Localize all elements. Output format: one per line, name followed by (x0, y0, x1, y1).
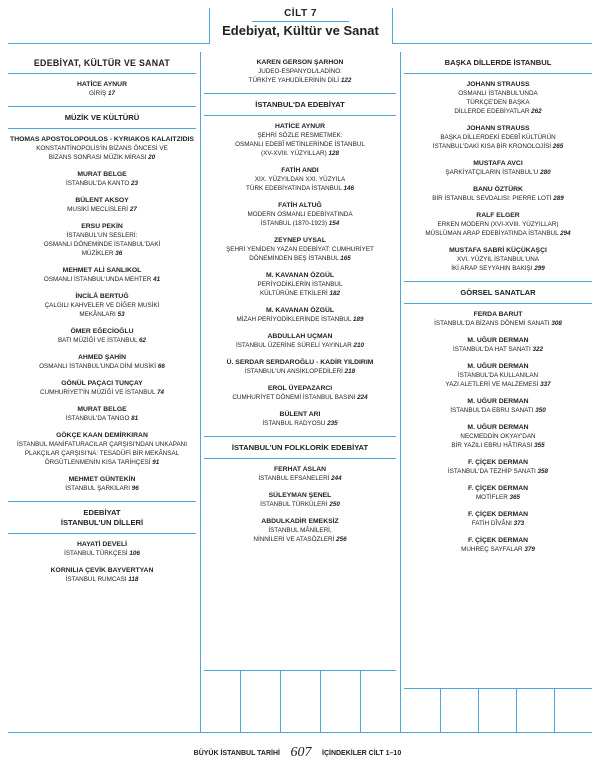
toc-author: EROL ÜYEPAZARCI (267, 385, 333, 392)
toc-page-number: 322 (532, 346, 543, 353)
footer-section-label: İÇİNDEKİLER CİLT 1–10 (322, 750, 402, 757)
toc-entry (404, 336, 592, 354)
toc-title-line: MOTİFLER 365 (475, 494, 521, 501)
toc-title-line: ÖRGÜTLENMENİN KISA TARİHÇESİ 91 (44, 459, 160, 466)
toc-title-line: ŞARKİYATÇILARIN İSTANBUL'U 280 (445, 169, 551, 176)
toc-author: F. ÇİÇEK DERMAN (467, 485, 529, 492)
toc-page-number: 262 (531, 108, 542, 115)
col2-grid-v1 (240, 670, 241, 732)
section-heading: EDEBİYAT, KÜLTÜR VE SANAT (33, 58, 171, 68)
footer-series-title: BÜYÜK İSTANBUL TARİHİ (193, 750, 280, 757)
toc-title-line: MÜSLÜMAN ARAP EDEBİYATINDA İSTANBUL 294 (425, 230, 571, 237)
toc-entry (204, 410, 396, 428)
toc-author: HATİCE AYNUR (77, 81, 127, 88)
toc-title-line: İSTANBUL EFSANELERİ 244 (258, 475, 342, 482)
toc-entry (204, 271, 396, 298)
toc-title-line: NİNNİLERİ VE ATASÖZLERİ 256 (253, 536, 347, 543)
toc-title-line: TÜRK EDEBİYATINDA İSTANBUL 146 (246, 185, 354, 192)
toc-page-number: 358 (537, 468, 549, 475)
toc-page-number: 250 (329, 501, 340, 508)
toc-author: M. UĞUR DERMAN (467, 398, 529, 405)
toc-title-line: İSTANBUL'DAKİ KISA BİR KRONOLOJİSİ 265 (432, 143, 564, 150)
toc-title-line: İSTANBUL'DA BİZANS DÖNEMİ SANATI 308 (434, 320, 562, 327)
toc-page-number: 165 (340, 255, 351, 262)
toc-entry (8, 170, 196, 188)
toc-page-number: 280 (540, 169, 551, 176)
toc-title-line: MUHREÇ SAYFALAR 379 (461, 546, 535, 553)
toc-title-line: TÜRKİYE YAHUDİLERİNİN DİLİ 122 (248, 77, 352, 84)
toc-author: BANU ÖZTÜRK (473, 186, 523, 193)
toc-author: F. ÇİÇEK DERMAN (467, 537, 529, 544)
toc-column-3 (404, 58, 592, 562)
section-heading: GÖRSEL SANATLAR (460, 288, 536, 297)
toc-entry (8, 405, 196, 423)
toc-page-number: 294 (560, 230, 571, 237)
toc-entry (204, 384, 396, 402)
toc-page-number: 27 (129, 206, 137, 213)
toc-title-line: İKİ ARAP SEYYAHIN BAKIŞI 299 (451, 265, 545, 272)
toc-page-number: 154 (328, 220, 340, 227)
toc-entry (8, 266, 196, 284)
section-divider (204, 458, 396, 459)
toc-title-line: DÖNEMİNDEN BEŞ İSTANBUL 165 (249, 255, 351, 262)
toc-title-line: İSTANBUL'DA KANTO 23 (65, 180, 139, 187)
toc-title-line: İSTANBUL'UN SESLERİ: (66, 232, 138, 239)
toc-entry (8, 292, 196, 319)
toc-page-number: 41 (153, 276, 161, 283)
col2-grid-top (204, 670, 396, 671)
toc-title-line: İSTANBUL MANİFATURACILAR ÇARŞISI'NDAN UNKAPANI (17, 441, 187, 448)
toc-page-number: 308 (551, 320, 562, 327)
toc-page-number: 235 (327, 420, 338, 427)
toc-entry (8, 222, 196, 258)
col3-grid-top (404, 688, 592, 689)
frame-top-right-line (392, 43, 592, 44)
toc-title-line: İSTANBUL'UN ANSİKLOPEDİLERİ 218 (244, 368, 356, 375)
toc-author: M. KAVANAN ÖZGÜL (265, 272, 335, 279)
section-heading: EDEBİYAT İSTANBUL'UN DİLLERİ (60, 508, 144, 527)
toc-page-number: 210 (353, 342, 365, 349)
toc-title-line: CUMHURİYET'İN MÜZİĞİ VE İSTANBUL 74 (39, 389, 165, 396)
toc-page-number: 62 (139, 337, 147, 344)
toc-author: MUSTAFA SABRİ KÜÇÜKAŞÇI (449, 247, 547, 254)
toc-entry (404, 124, 592, 151)
toc-title-line: OSMANLI İSTANBUL'UNDA DİNİ MUSİKİ 66 (39, 363, 165, 370)
toc-author: AHMED ŞAHİN (78, 354, 126, 361)
toc-column-1 (8, 58, 196, 592)
toc-title-line: İSTANBUL'DA EBRU SANATI 350 (450, 407, 546, 414)
toc-author: MEHMET ALİ SANLIKOL (62, 267, 142, 274)
section-divider (8, 501, 196, 502)
toc-entry (8, 135, 196, 162)
toc-title-line: İSTANBUL MÂNİLERİ, (268, 527, 332, 534)
toc-page-number: 244 (331, 475, 342, 482)
toc-entry (204, 491, 396, 509)
toc-title-line: İSTANBUL TÜRKÜLERİ 250 (260, 501, 340, 508)
toc-entry (404, 211, 592, 238)
toc-author: M. UĞUR DERMAN (467, 337, 529, 344)
toc-title-line: TÜRKÇE'DEN BAŞKA (466, 99, 530, 106)
toc-entry (204, 465, 396, 483)
frame-top-left-line (8, 43, 209, 44)
toc-title-line: BAŞKA DİLLERDEKİ EDEBÎ KÜLTÜRÜN (440, 134, 556, 141)
toc-entry (8, 540, 196, 558)
toc-author: ERSU PEKİN (81, 223, 123, 230)
toc-title-line: OSMANLI EDEBÎ METİNLERİNDE İSTANBUL (235, 141, 365, 148)
toc-title-line: KÜLTÜRÜNE ETKİLERİ 182 (259, 290, 341, 297)
toc-page-number: 81 (131, 415, 139, 422)
toc-author: SÜLEYMAN ŞENEL (268, 492, 332, 499)
toc-entry (404, 536, 592, 554)
toc-title-line: BİR YAZILI EBRU HÂTIRASI 355 (451, 442, 545, 449)
toc-entry (404, 362, 592, 389)
toc-page-number: 350 (535, 407, 546, 414)
toc-title-line: KONSTANTİNOPOLİS'İN BİZANS ÖNCESİ VE (36, 145, 168, 152)
col3-grid-v3 (516, 688, 517, 732)
toc-entry (404, 397, 592, 415)
toc-entry (404, 484, 592, 502)
toc-page-number: 182 (329, 290, 341, 297)
bottom-line (8, 732, 592, 733)
toc-title-line: MÜZİKLER 36 (81, 250, 123, 257)
section-divider (204, 93, 396, 94)
toc-entry (8, 475, 196, 493)
toc-entry (8, 379, 196, 397)
toc-title-line: PERİYODİKLERİN İSTANBUL (257, 281, 343, 288)
toc-page-number: 20 (148, 154, 156, 161)
toc-author: ZEYNEP UYSAL (274, 237, 326, 244)
toc-entry (404, 458, 592, 476)
toc-page-number: 373 (513, 520, 525, 527)
toc-entry (8, 431, 196, 467)
toc-title-line: İSTANBUL (1870-1923) 154 (260, 220, 340, 227)
section-divider (404, 303, 592, 304)
toc-title-line: MODERN OSMANLI EDEBİYATINDA (247, 211, 353, 218)
toc-title-line: CUMHURİYET DÖNEMİ İSTANBUL BASINI 224 (232, 394, 368, 401)
section-divider (8, 533, 196, 534)
toc-page-number: 365 (509, 494, 521, 501)
toc-page-number: 118 (128, 576, 139, 583)
toc-title-line: BATI MÜZİĞİ VE İSTANBUL 62 (57, 337, 147, 344)
toc-title-line: FATİH DÎVÂNI 373 (471, 520, 525, 527)
toc-entry (404, 510, 592, 528)
toc-page-number: 189 (353, 316, 364, 323)
toc-page-number: 17 (107, 90, 115, 97)
toc-title-line: İSTANBUL'DA TEZHİP SANATI 358 (447, 468, 549, 475)
toc-title-line: OSMANLI İSTANBUL'UNDA MEHTER 41 (43, 276, 161, 283)
toc-page-number: 53 (117, 311, 125, 318)
toc-title-line: PLAKÇILAR ÇARŞISI'NA: TESADÜFİ BİR MEKÂNSAL (24, 450, 180, 457)
toc-title-line: İSTANBUL'DA KULLANILAN (457, 372, 539, 379)
section-divider (404, 281, 592, 282)
toc-title-line: İSTANBUL RADYOSU 235 (262, 420, 338, 427)
toc-title-line: XVI. YÜZYIL İSTANBUL'UNA (457, 256, 539, 263)
toc-page-number: 355 (534, 442, 545, 449)
section-divider (204, 436, 396, 437)
toc-title-line: İSTANBUL RUMCASI 118 (65, 576, 139, 583)
toc-author: MURAT BELGE (77, 406, 127, 413)
toc-author: FATİH ANDI (281, 167, 319, 174)
toc-entry (204, 201, 396, 228)
page-header (209, 8, 392, 39)
toc-entry (8, 353, 196, 371)
section-heading: BAŞKA DİLLERDE İSTANBUL (444, 58, 552, 67)
toc-title-line: ÇALGILI KAHVELER VE DİĞER MUSİKİ (44, 302, 160, 309)
toc-title-line: MUSİKİ MECLİSLERİ 27 (67, 206, 137, 213)
toc-entry (8, 327, 196, 345)
toc-author: İNCİLÂ BERTUĞ (75, 293, 129, 300)
toc-author: FERDA BARUT (473, 311, 523, 318)
toc-page-number: 23 (131, 180, 139, 187)
toc-column-2 (204, 58, 396, 552)
col2-grid-v4 (360, 670, 361, 732)
toc-entry (204, 166, 396, 193)
toc-author: THOMAS APOSTOLOPOULOS - KYRIAKOS KALAITZIDIS (10, 136, 194, 143)
column-divider-2 (400, 52, 401, 732)
toc-entry (404, 246, 592, 273)
toc-author: MUSTAFA AVCI (473, 160, 523, 167)
page-number: 607 (290, 745, 312, 760)
toc-page-number: 224 (357, 394, 368, 401)
toc-entry (8, 80, 196, 98)
toc-author: M. UĞUR DERMAN (467, 424, 529, 431)
toc-author: MEHMET GÜNTEKİN (68, 476, 136, 483)
toc-page-number: 337 (540, 381, 551, 388)
title-box-right-line (392, 8, 393, 44)
toc-author: M. UĞUR DERMAN (467, 363, 529, 370)
toc-entry (204, 358, 396, 376)
toc-author: KAREN GERSON ŞARHON (256, 59, 344, 66)
toc-author: GÖKÇE KAAN DEMİRKIRAN (56, 432, 148, 439)
toc-title-line: OSMANLI İSTANBUL'UNDA (458, 90, 538, 97)
toc-title-line: İSTANBUL ÜZERİNE SÜRELİ YAYINLAR 210 (235, 342, 365, 349)
toc-author: JOHANN STRAUSS (466, 125, 530, 132)
section-divider (404, 73, 592, 74)
toc-author: HATİCE AYNUR (275, 123, 325, 130)
toc-title-line: ŞEHRİ SÖZLE RESMETMEK: (257, 132, 343, 139)
section-divider (8, 73, 196, 74)
toc-page-number: 379 (524, 546, 535, 553)
toc-page-number: 106 (129, 550, 140, 557)
section-heading: İSTANBUL'UN FOLKLORİK EDEBİYAT (231, 443, 369, 452)
col3-grid-v4 (554, 688, 555, 732)
section-divider (8, 106, 196, 107)
toc-entry (204, 122, 396, 158)
toc-title-line: DİLLERDE EDEBİYATLAR 262 (454, 108, 542, 115)
toc-entry (204, 517, 396, 544)
toc-title-line: İSTANBUL'DA TANGO 81 (65, 415, 139, 422)
section-divider (8, 128, 196, 129)
toc-title-line: GİRİŞ 17 (89, 90, 115, 97)
toc-page-number: 96 (131, 485, 139, 492)
toc-title-line: OSMANLI DÖNEMİNDE İSTANBUL'DAKİ (43, 241, 161, 248)
toc-page-number: 146 (343, 185, 354, 192)
toc-title-line: MİZAH PERİYODİKLERİNDE İSTANBUL 189 (236, 316, 364, 323)
toc-entry (404, 159, 592, 177)
toc-author: KORNILIA ÇEVİK BAYVERTYAN (50, 567, 154, 574)
section-divider (204, 115, 396, 116)
toc-entry (8, 566, 196, 584)
toc-page-number: 122 (340, 77, 352, 84)
page-footer (0, 746, 600, 762)
toc-entry (404, 310, 592, 328)
toc-page-number: 265 (552, 143, 564, 150)
toc-entry (404, 80, 592, 116)
toc-entry (204, 306, 396, 324)
toc-page-number: 36 (115, 250, 123, 257)
toc-title-line: NECMEDDİN OKYAY'DAN (460, 433, 536, 440)
col2-grid-v3 (320, 670, 321, 732)
toc-title-line: (XV-XVIII. YÜZYILLAR) 128 (261, 150, 339, 157)
column-divider-1 (200, 52, 201, 732)
toc-author: GÖNÜL PAÇACI TUNÇAY (61, 380, 143, 387)
toc-entry (404, 423, 592, 450)
toc-entry (8, 196, 196, 214)
toc-title-line: İSTANBUL TÜRKÇESİ 106 (64, 550, 140, 557)
toc-title-line: JUDEO-ESPANYOL/LADİNO: (258, 68, 342, 75)
toc-author: M. KAVANAN ÖZGÜL (265, 307, 335, 314)
toc-page-number: 299 (534, 265, 545, 272)
toc-title-line: MEKÂNLARI 53 (79, 311, 125, 318)
toc-author: RALF ELGER (476, 212, 520, 219)
toc-author: MURAT BELGE (77, 171, 127, 178)
toc-author: JOHANN STRAUSS (466, 81, 530, 88)
toc-title-line: BİZANS SONRASI MÜZİK MİRASI 20 (48, 154, 156, 161)
toc-title-line: ŞEHRİ YENİDEN YAZAN EDEBİYAT: CUMHURİYET (226, 246, 374, 253)
toc-author: Ü. SERDAR SERDAROĞLU - KADİR YILDIRIM (226, 359, 374, 366)
toc-author: BÜLENT AKSOY (75, 197, 129, 204)
volume-label: CİLT 7 (284, 8, 317, 19)
toc-title-line: İSTANBUL'DA HAT SANATI 322 (453, 346, 543, 353)
toc-author: ABDULKADİR EMEKSİZ (261, 518, 339, 525)
toc-author: HAYATİ DEVELİ (77, 541, 127, 548)
toc-page-number: 289 (553, 195, 564, 202)
toc-entry (404, 185, 592, 203)
toc-author: FATİH ALTUĞ (278, 202, 322, 209)
toc-page-number: 128 (328, 150, 339, 157)
toc-page-number: 218 (344, 368, 356, 375)
toc-author: ÖMER EĞECİOĞLU (70, 328, 134, 335)
section-heading: MÜZİK VE KÜLTÜRÜ (64, 113, 140, 122)
toc-entry (204, 332, 396, 350)
toc-entry (204, 236, 396, 263)
toc-author: BÜLENT ARI (279, 411, 321, 418)
toc-entry (204, 58, 396, 85)
toc-page-number: 74 (157, 389, 165, 396)
volume-title: Edebiyat, Kültür ve Sanat (222, 23, 379, 38)
col2-grid-v2 (280, 670, 281, 732)
toc-title-line: BİR İSTANBUL SEVDALISI: PIERRE LOTİ 289 (432, 195, 564, 202)
toc-author: FERHAT ASLAN (273, 466, 327, 473)
section-heading: İSTANBUL'DA EDEBİYAT (255, 100, 345, 109)
toc-author: F. ÇİÇEK DERMAN (467, 511, 529, 518)
toc-author: ABDULLAH UÇMAN (267, 333, 333, 340)
toc-page-number: 91 (152, 459, 160, 466)
toc-author: F. ÇİÇEK DERMAN (467, 459, 529, 466)
col3-grid-v2 (478, 688, 479, 732)
toc-page-number: 66 (157, 363, 165, 370)
toc-title-line: XIX. YÜZYILDAN XXI. YÜZYILA (254, 176, 346, 183)
toc-title-line: İSTANBUL ŞARKILARI 96 (65, 485, 139, 492)
toc-title-line: ERKEN MODERN (XVI-XVIII. YÜZYILLAR) (437, 221, 559, 228)
toc-page-number: 256 (336, 536, 347, 543)
toc-title-line: YAZI ALETLERİ VE MALZEMESİ 337 (445, 381, 551, 388)
col3-grid-v1 (440, 688, 441, 732)
